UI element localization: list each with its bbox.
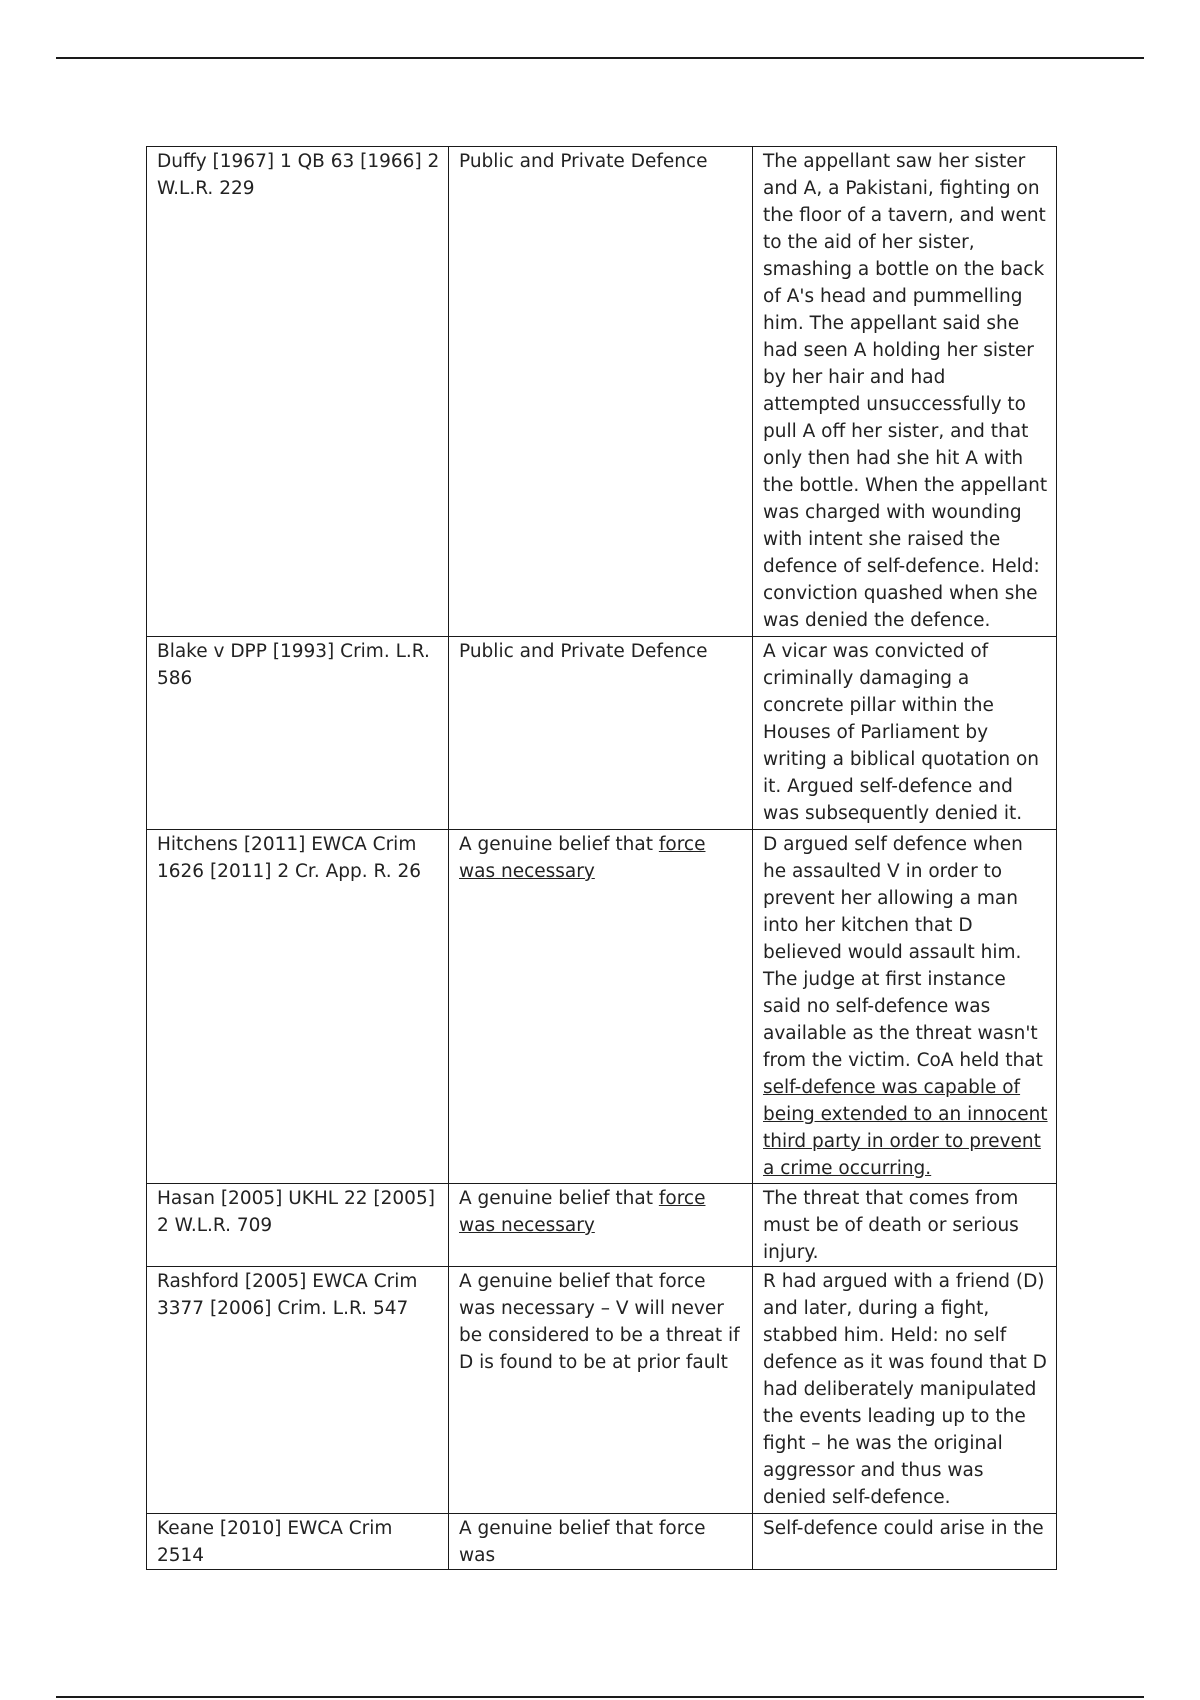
table-row xyxy=(147,1267,1057,1514)
legal-principle xyxy=(449,1184,753,1267)
legal-principle: Public and Private Defence xyxy=(449,147,753,637)
case-table xyxy=(146,146,1057,1570)
case-citation: Hitchens [2011] EWCA Crim 1626 [2011] 2 Cr. App. R. 26 xyxy=(147,830,449,1184)
legal-principle xyxy=(449,830,753,1184)
legal-principle: A genuine belief that force was necessary – V will never be considered to be a threat if D is found to be at prior fault xyxy=(449,1267,753,1514)
table-row xyxy=(147,147,1057,637)
legal-principle: Public and Private Defence xyxy=(449,637,753,830)
case-facts xyxy=(753,830,1057,1184)
case-citation: Rashford [2005] EWCA Crim 3377 [2006] Crim. L.R. 547 xyxy=(147,1267,449,1514)
case-facts: R had argued with a friend (D) and later, during a fight, stabbed him. Held: no self defence as it was found that D had deliberately manipulated the events leading up to the fight – he was the original aggressor and thus was denied self-defence. xyxy=(753,1267,1057,1514)
footer-rule xyxy=(56,1696,1144,1698)
case-citation: Keane [2010] EWCA Crim 2514 xyxy=(147,1514,449,1570)
case-citation: Hasan [2005] UKHL 22 [2005] 2 W.L.R. 709 xyxy=(147,1184,449,1267)
table-row xyxy=(147,1184,1057,1267)
principle-underlined-text: force was necessary xyxy=(459,1188,706,1236)
table-row xyxy=(147,637,1057,830)
principle-underlined-text: force was necessary xyxy=(459,834,706,882)
facts-underlined-text: self-defence was capable of being extended to an innocent third party in order to prevent a crime occurring. xyxy=(763,1077,1048,1179)
table-row xyxy=(147,830,1057,1184)
facts-text: D argued self defence when he assaulted V in order to prevent her allowing a man into her kitchen that D believed would assault him. The judge at first instance said no self-defence was available as the threat wasn't from the victim. CoA held that xyxy=(763,834,1043,1071)
header-rule xyxy=(56,57,1144,59)
case-citation: Blake v DPP [1993] Crim. L.R. 586 xyxy=(147,637,449,830)
case-facts: Self-defence could arise in the xyxy=(753,1514,1057,1570)
principle-text: A genuine belief that xyxy=(459,1188,659,1209)
case-citation: Duffy [1967] 1 QB 63 [1966] 2 W.L.R. 229 xyxy=(147,147,449,637)
case-facts: The appellant saw her sister and A, a Pakistani, fighting on the floor of a tavern, and went to the aid of her sister, smashing a bottle on the back of A's head and pummelling him. The appellant said she had seen A holding her sister by her hair and had attempted unsuccessfully to pull A off her sister, and that only then had she hit A with the bottle. When the appellant was charged with wounding with intent she raised the defence of self-defence. Held: conviction quashed when she was denied the defence. xyxy=(753,147,1057,637)
legal-principle: A genuine belief that force was xyxy=(449,1514,753,1570)
case-facts: The threat that comes from must be of death or serious injury. xyxy=(753,1184,1057,1267)
principle-text: A genuine belief that xyxy=(459,834,659,855)
table-row xyxy=(147,1514,1057,1570)
case-facts: A vicar was convicted of criminally damaging a concrete pillar within the Houses of Parliament by writing a biblical quotation on it. Argued self-defence and was subsequently denied it. xyxy=(753,637,1057,830)
